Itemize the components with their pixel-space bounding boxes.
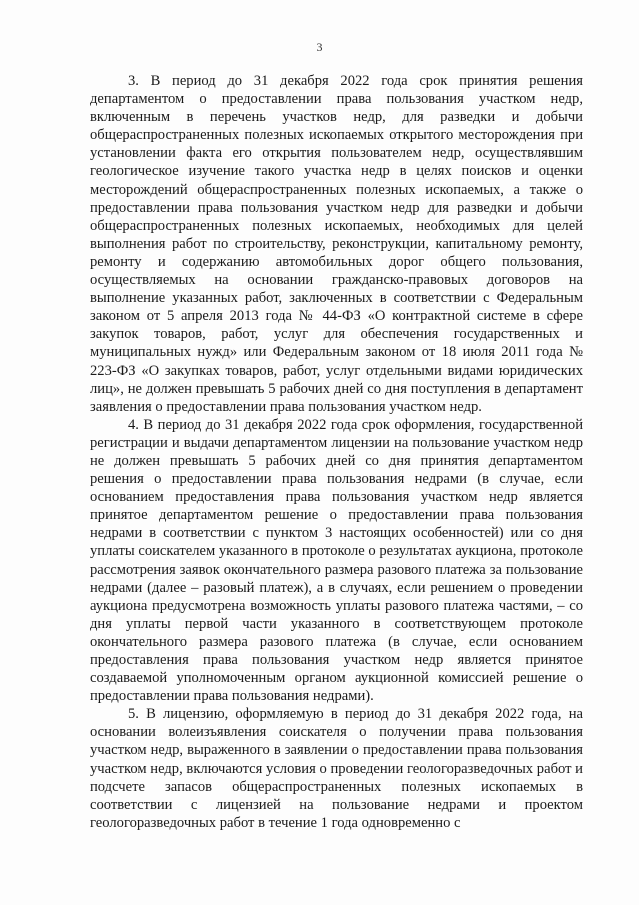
paragraph-3: 3. В период до 31 декабря 2022 года срок принятия решения департаментом о предоставлении права пользования участком недр, включенным в перечень участков недр, для разведки и добычи общераспространенных полезных ископаемых открытого месторождения при установлении факта его открытия пользователем недр, осуществлявшим геологическое изучение такого участка недр в целях поисков и оценки месторождений общераспространенных полезных ископаемых, а также о предоставлении права пользования участком недр для разведки и добычи общераспространенных полезных ископаемых, необходимых для целей выполнения работ по строительству, реконструкции, капитальному ремонту, ремонту и содержанию автомобильных дорог общего пользования, осуществляемых на основании гражданско-правовых договоров на выполнение указанных работ, заключенных в соответствии с Федеральным законом от 5 апреля 2013 года № 44-ФЗ «О контрактной системе в сфере закупок товаров, работ, услуг для обеспечения государственных и муниципальных нужд» или Федеральным законом от 18 июля 2011 года № 223-ФЗ «О закупках товаров, работ, услуг отдельными видами юридических лиц», не должен превышать 5 рабочих дней со дня поступления в департамент заявления о предоставлении права пользования участком недр. [90,73,583,415]
document-body [90,72,583,832]
page-number: 3 [316,40,323,54]
paragraph-5: 5. В лицензию, оформляемую в период до 31 декабря 2022 года, на основании волеизъявления соискателя о получении права пользования участком недр, выраженного в заявлении о предоставлении права пользования участком недр, включаются условия о проведении геологоразведочных работ и подсчете запасов общераспространенных полезных ископаемых в соответствии с лицензией на пользование недрами и проектом геологоразведочных работ в течение 1 года одновременно с [90,706,583,831]
paragraph-4: 4. В период до 31 декабря 2022 года срок оформления, государственной регистрации и выдачи департаментом лицензии на пользование участком недр не должен превышать 5 рабочих дней со дня принятия департаментом решения о предоставлении права пользования недрами (в случае, если основанием предоставления права пользования участком недр является принятое департаментом решение о предоставлении права пользования недрами в соответствии с пунктом 3 настоящих особенностей) или со дня уплаты соискателем указанного в протоколе о результатах аукциона, протоколе рассмотрения заявок окончательного размера разового платежа за пользование недрами (далее – разовый платеж), а в случаях, если решением о проведении аукциона предусмотрена возможность уплаты разового платежа частями, – со дня уплаты первой части указанного в соответствующем протоколе окончательного размера разового платежа (в случае, если основанием предоставления права пользования участком недр является принятое создаваемой уполномоченным органом аукционной комиссией решение о предоставлении права пользования недрами). [90,416,583,705]
